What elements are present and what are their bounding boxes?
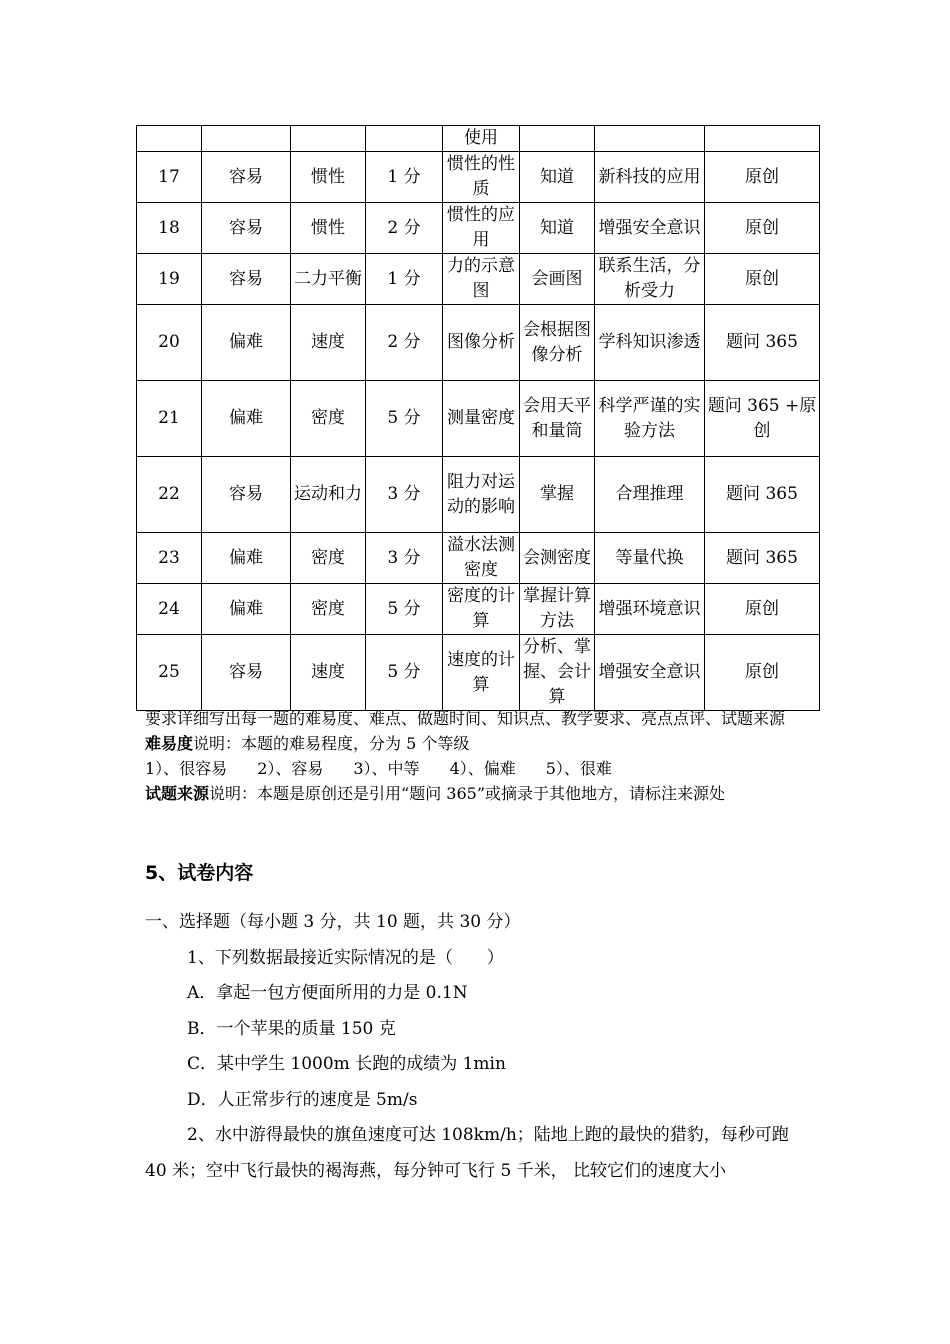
cell-score: 2 分 <box>366 203 443 254</box>
cell-source: 题问 365 <box>705 533 820 584</box>
table-body <box>137 126 820 711</box>
cell-requirement: 掌握 <box>520 457 595 533</box>
cell-source: 原创 <box>705 254 820 305</box>
cell-highlight: 增强环境意识 <box>595 584 705 635</box>
cell-score <box>366 126 443 152</box>
table-row <box>137 152 820 203</box>
cell-difficulty: 容易 <box>202 203 291 254</box>
table-row <box>137 533 820 584</box>
cell-topic: 运动和力 <box>291 457 366 533</box>
cell-highlight: 合理推理 <box>595 457 705 533</box>
difficulty-note <box>145 731 815 756</box>
exam-content <box>145 905 815 1189</box>
cell-number: 21 <box>137 381 202 457</box>
question-spec-table <box>136 125 820 711</box>
table-row <box>137 635 820 711</box>
cell-difficulty: 容易 <box>202 635 291 711</box>
cell-requirement: 掌握计算方法 <box>520 584 595 635</box>
table-row <box>137 457 820 533</box>
cell-topic <box>291 126 366 152</box>
cell-requirement: 知道 <box>520 152 595 203</box>
cell-score: 5 分 <box>366 381 443 457</box>
level-5: 5）、很难 <box>545 759 612 778</box>
cell-score: 1 分 <box>366 152 443 203</box>
cell-source: 原创 <box>705 203 820 254</box>
cell-score: 1 分 <box>366 254 443 305</box>
source-label: 试题来源 <box>145 784 210 803</box>
requirement-note: 要求详细写出每一题的难易度、难点、做题时间、知识点、教学要求、亮点点评、试题来源 <box>145 709 786 728</box>
cell-highlight <box>595 126 705 152</box>
cell-knowledge: 阻力对运动的影响 <box>443 457 520 533</box>
option-c: C．某中学生 1000m 长跑的成绩为 1min <box>187 1054 506 1074</box>
cell-source <box>705 126 820 152</box>
difficulty-label: 难易度 <box>145 734 194 753</box>
cell-topic: 速度 <box>291 635 366 711</box>
cell-highlight: 联系生活，分析受力 <box>595 254 705 305</box>
cell-number <box>137 126 202 152</box>
cell-number: 23 <box>137 533 202 584</box>
cell-difficulty: 容易 <box>202 152 291 203</box>
cell-source: 题问 365 <box>705 457 820 533</box>
cell-source: 题问 365 <box>705 305 820 381</box>
cell-number: 25 <box>137 635 202 711</box>
cell-highlight: 新科技的应用 <box>595 152 705 203</box>
cell-highlight: 科学严谨的实验方法 <box>595 381 705 457</box>
cell-difficulty: 偏难 <box>202 381 291 457</box>
section-title: 5、试卷内容 <box>145 862 254 884</box>
cell-difficulty <box>202 126 291 152</box>
table-row <box>137 254 820 305</box>
level-2: 2）、容易 <box>257 759 324 778</box>
cell-score: 2 分 <box>366 305 443 381</box>
cell-topic: 密度 <box>291 381 366 457</box>
cell-knowledge: 速度的计算 <box>443 635 520 711</box>
cell-number: 17 <box>137 152 202 203</box>
cell-number: 20 <box>137 305 202 381</box>
cell-topic: 惯性 <box>291 203 366 254</box>
source-text: 说明：本题是原创还是引用“题问 365”或摘录于其他地方，请标注来源处 <box>209 784 726 803</box>
cell-topic: 密度 <box>291 584 366 635</box>
cell-knowledge: 密度的计算 <box>443 584 520 635</box>
cell-requirement <box>520 126 595 152</box>
cell-requirement: 会用天平和量筒 <box>520 381 595 457</box>
cell-difficulty: 偏难 <box>202 305 291 381</box>
cell-number: 22 <box>137 457 202 533</box>
cell-difficulty: 偏难 <box>202 533 291 584</box>
cell-topic: 速度 <box>291 305 366 381</box>
cell-knowledge: 惯性的应用 <box>443 203 520 254</box>
question-1: 1、下列数据最接近实际情况的是（ ） <box>187 947 504 968</box>
option-b: B．一个苹果的质量 150 克 <box>187 1018 396 1039</box>
cell-highlight: 增强安全意识 <box>595 203 705 254</box>
cell-score: 3 分 <box>366 457 443 533</box>
cell-source: 原创 <box>705 635 820 711</box>
part-title: 一、选择题（每小题 3 分，共 10 题，共 30 分） <box>145 912 521 932</box>
cell-number: 18 <box>137 203 202 254</box>
option-a: A．拿起一包方便面所用的力是 0.1N <box>187 983 468 1003</box>
difficulty-levels <box>145 756 815 781</box>
level-4: 4）、偏难 <box>449 759 516 778</box>
source-note <box>145 781 815 806</box>
option-d: D．人正常步行的速度是 5m/s <box>187 1089 418 1110</box>
cell-topic: 二力平衡 <box>291 254 366 305</box>
cell-knowledge: 溢水法测密度 <box>443 533 520 584</box>
cell-difficulty: 容易 <box>202 254 291 305</box>
cell-requirement: 会根据图像分析 <box>520 305 595 381</box>
cell-requirement: 会测密度 <box>520 533 595 584</box>
cell-difficulty: 偏难 <box>202 584 291 635</box>
cell-source: 题问 365 +原创 <box>705 381 820 457</box>
cell-score: 5 分 <box>366 584 443 635</box>
cell-topic: 密度 <box>291 533 366 584</box>
cell-highlight: 学科知识渗透 <box>595 305 705 381</box>
table-row <box>137 381 820 457</box>
table-row <box>137 203 820 254</box>
cell-source: 原创 <box>705 584 820 635</box>
level-3: 3）、中等 <box>353 759 420 778</box>
question-2: 2、水中游得最快的旗鱼速度可达 108km/h；陆地上跑的最快的猎豹，每秒可跑 40 米；空中飞行最快的褐海燕，每分钟可飞行 5 千米， 比较它们的速度大小 <box>145 1125 789 1181</box>
table-row <box>137 126 820 152</box>
cell-difficulty: 容易 <box>202 457 291 533</box>
cell-topic: 惯性 <box>291 152 366 203</box>
cell-score: 3 分 <box>366 533 443 584</box>
cell-knowledge: 图像分析 <box>443 305 520 381</box>
cell-knowledge: 惯性的性质 <box>443 152 520 203</box>
notes-block <box>145 706 815 806</box>
cell-number: 19 <box>137 254 202 305</box>
cell-source: 原创 <box>705 152 820 203</box>
cell-knowledge: 力的示意图 <box>443 254 520 305</box>
cell-number: 24 <box>137 584 202 635</box>
cell-knowledge: 使用 <box>443 126 520 152</box>
cell-highlight: 增强安全意识 <box>595 635 705 711</box>
cell-knowledge: 测量密度 <box>443 381 520 457</box>
cell-requirement: 分析、掌握、会计算 <box>520 635 595 711</box>
cell-score: 5 分 <box>366 635 443 711</box>
cell-requirement: 会画图 <box>520 254 595 305</box>
cell-highlight: 等量代换 <box>595 533 705 584</box>
level-1: 1）、很容易 <box>145 759 228 778</box>
cell-requirement: 知道 <box>520 203 595 254</box>
difficulty-text: 说明：本题的难易程度，分为 5 个等级 <box>193 734 470 753</box>
table-row <box>137 305 820 381</box>
table-row <box>137 584 820 635</box>
